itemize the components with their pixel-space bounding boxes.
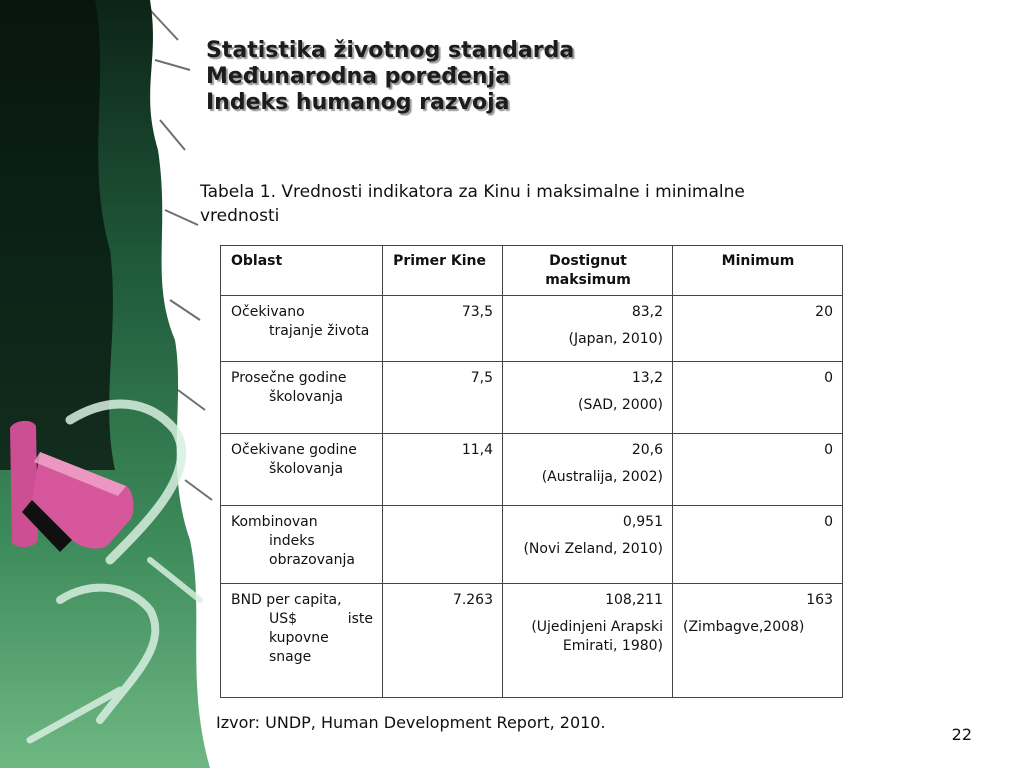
title-line-1: Statistika životnog standarda	[206, 38, 575, 63]
table-row	[221, 506, 843, 584]
header-oblast: Oblast	[221, 246, 383, 296]
table-row	[221, 362, 843, 434]
title-line-2: Međunarodna poređenja	[206, 64, 510, 89]
header-primer-kine: Primer Kine	[383, 246, 503, 296]
area-label-first: Kombinovan	[231, 514, 318, 530]
cell-area	[221, 362, 383, 434]
min-value: 163	[806, 592, 833, 608]
page-number: 22	[951, 725, 972, 744]
source-note: Izvor: UNDP, Human Development Report, 2010.	[216, 713, 606, 732]
cell-china-value: 11,4	[383, 434, 503, 506]
cell-min	[673, 296, 843, 362]
min-value: 0	[824, 514, 833, 530]
area-label-rest: školovanja	[269, 389, 344, 405]
min-value: 0	[824, 442, 833, 458]
table-caption: Tabela 1. Vrednosti indikatora za Kinu i maksimalne i minimalne vrednosti	[200, 182, 745, 226]
min-value: 0	[824, 370, 833, 386]
min-value: 20	[815, 304, 833, 320]
hdi-indicators-table	[220, 245, 843, 698]
area-label-first: Očekivane godine	[231, 442, 357, 458]
cell-max	[503, 584, 673, 698]
max-value: 108,211	[605, 592, 663, 608]
cell-area	[221, 506, 383, 584]
table-row	[221, 584, 843, 698]
cell-china-value: 7.263	[383, 584, 503, 698]
max-value: 13,2	[631, 370, 663, 386]
table-row	[221, 296, 843, 362]
max-note: (Australija, 2002)	[541, 469, 663, 485]
cell-min	[673, 362, 843, 434]
max-note: (Novi Zeland, 2010)	[523, 541, 663, 557]
header-dostignut-maksimum: Dostignut maksimum	[503, 246, 673, 296]
cell-max	[503, 362, 673, 434]
cell-area	[221, 434, 383, 506]
cell-min	[673, 584, 843, 698]
table-row	[221, 434, 843, 506]
area-label-first: BND per capita,	[231, 592, 342, 608]
max-value: 0,951	[622, 514, 663, 530]
title-line-3: Indeks humanog razvoja	[206, 90, 510, 115]
min-note: (Zimbagve,2008)	[683, 619, 805, 635]
cell-max	[503, 434, 673, 506]
max-note: (SAD, 2000)	[578, 397, 663, 413]
area-label-first: Očekivano	[231, 304, 305, 320]
area-label-rest: US$ iste kupovne snage	[269, 611, 373, 665]
area-label-rest: školovanja	[269, 461, 344, 477]
area-label-first: Prosečne godine	[231, 370, 347, 386]
cell-max	[503, 296, 673, 362]
cell-min	[673, 506, 843, 584]
max-value: 20,6	[631, 442, 663, 458]
area-label-rest: indeks obrazovanja	[269, 533, 355, 568]
cell-area	[221, 584, 383, 698]
max-note: (Japan, 2010)	[568, 331, 663, 347]
table-header-row	[221, 246, 843, 296]
data-table-container	[220, 245, 843, 698]
cell-china-value: 73,5	[383, 296, 503, 362]
cell-min	[673, 434, 843, 506]
max-value: 83,2	[631, 304, 663, 320]
chalkboard-decoration	[0, 0, 220, 768]
max-note: (Ujedinjeni Arapski Emirati, 1980)	[531, 619, 663, 654]
cell-china-value	[383, 506, 503, 584]
cell-max	[503, 506, 673, 584]
slide-title	[206, 38, 574, 116]
cell-area	[221, 296, 383, 362]
cell-china-value: 7,5	[383, 362, 503, 434]
area-label-rest: trajanje života	[269, 323, 370, 339]
header-minimum: Minimum	[673, 246, 843, 296]
